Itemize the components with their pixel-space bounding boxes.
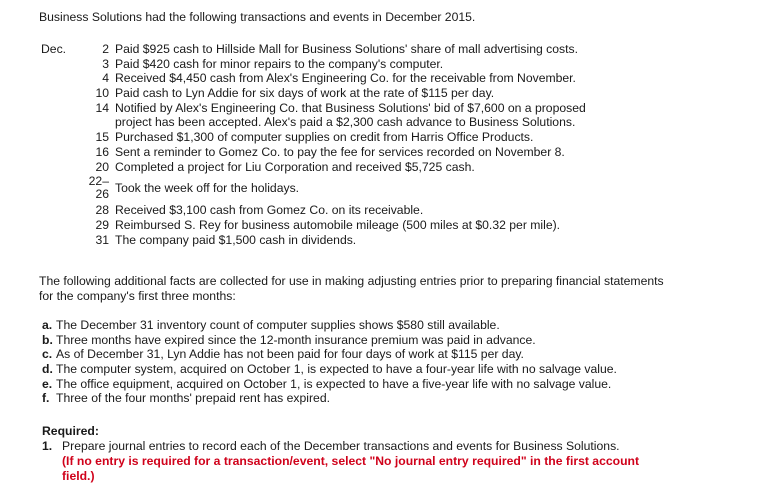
transaction-day: 29 (95, 217, 109, 232)
fact-item (42, 333, 742, 348)
transaction-day: 10 (95, 86, 109, 101)
transaction-day-end: 26 (95, 187, 109, 202)
required-section (42, 439, 742, 484)
transaction-text: Paid $925 cash to Hillside Mall for Business Solutions' share of mall advertising costs. (115, 42, 578, 56)
fact-item (42, 347, 742, 362)
transaction-row (87, 71, 687, 86)
fact-item (42, 391, 742, 406)
transaction-row (87, 145, 687, 160)
fact-key: e. (42, 376, 53, 391)
transaction-text: Notified by Alex's Engineering Co. that Business Solutions' bid of $7,600 on a proposed (115, 100, 586, 115)
transaction-row (87, 86, 687, 101)
transaction-row (87, 57, 687, 72)
transaction-row-range (87, 174, 687, 203)
transaction-list (87, 42, 687, 247)
required-heading: Required: (42, 424, 99, 438)
intro-text: Business Solutions had the following transactions and events in December 2015. (39, 10, 476, 24)
fact-text: The office equipment, acquired on October 1, is expected to have a five-year life with no salvage value. (56, 376, 612, 391)
transaction-text: Reimbursed S. Rey for business automobile mileage (500 miles at $0.32 per mile). (115, 217, 561, 232)
adjusting-facts-list (42, 318, 742, 406)
fact-item (42, 362, 742, 377)
transaction-day: 31 (95, 232, 109, 247)
transaction-day-start: 22– (88, 174, 109, 189)
transaction-text: Paid cash to Lyn Addie for six days of work at the rate of $115 per day. (115, 86, 495, 101)
transaction-text: Received $3,100 cash from Gomez Co. on its receivable. (115, 203, 424, 218)
transaction-day: 15 (95, 130, 109, 145)
transaction-row (87, 218, 687, 233)
transaction-day: 4 (102, 71, 109, 86)
transaction-row (87, 233, 687, 248)
fact-item (42, 377, 742, 392)
fact-key: b. (42, 332, 53, 347)
transaction-row (87, 160, 687, 175)
required-text: Prepare journal entries to record each of the December transactions and events for Business Solutions. (62, 439, 620, 453)
transaction-text: Sent a reminder to Gomez Co. to pay the fee for services recorded on November 8. (115, 144, 565, 159)
transaction-text: Paid $420 cash for minor repairs to the company's computer. (115, 56, 444, 71)
transaction-row (87, 101, 687, 116)
fact-key: f. (42, 391, 50, 406)
transaction-day: 3 (102, 56, 109, 71)
transaction-day (87, 115, 109, 130)
fact-text: Three months have expired since the 12-month insurance premium was paid in advance. (56, 332, 536, 347)
transaction-text: Completed a project for Liu Corporation and received $5,725 cash. (115, 159, 475, 174)
fact-text: The computer system, acquired on October 1, is expected to have a four-year life with no salvage value. (56, 362, 617, 377)
transaction-day: 2 (102, 42, 109, 56)
fact-item (42, 318, 742, 333)
required-note: (If no entry is required for a transaction/event, select "No journal entry required" in the first account field.) (62, 454, 640, 483)
fact-text: The December 31 inventory count of computer supplies shows $580 still available. (56, 318, 500, 332)
required-number: 1. (42, 439, 53, 453)
transaction-day: 20 (95, 159, 109, 174)
transaction-text: Purchased $1,300 of computer supplies on credit from Harris Office Products. (115, 130, 534, 145)
facts-intro-text: The following additional facts are collected for use in making adjusting entries prior to preparing financial statements for the company's first three months: (39, 274, 664, 303)
transaction-row (87, 130, 687, 145)
transaction-row (87, 203, 687, 218)
transaction-text: Received $4,450 cash from Alex's Engineering Co. for the receivable from November. (115, 71, 576, 86)
fact-key: a. (42, 318, 53, 332)
fact-text: Three of the four months' prepaid rent has expired. (56, 391, 330, 406)
transaction-row (87, 42, 687, 57)
transaction-text: project has been accepted. Alex's paid a $2,300 cash advance to Business Solutions. (115, 115, 576, 130)
required-item (42, 439, 742, 454)
transaction-day: 14 (95, 100, 109, 115)
transaction-text: Took the week off for the holidays. (115, 181, 300, 196)
month-label: Dec. (41, 42, 67, 56)
transaction-row-continued (87, 115, 687, 130)
fact-key: c. (42, 347, 53, 362)
fact-text: As of December 31, Lyn Addie has not been paid for four days of work at $115 per day. (56, 347, 524, 362)
transaction-day: 16 (95, 144, 109, 159)
transaction-day-range (87, 174, 109, 203)
transaction-text: The company paid $1,500 cash in dividends. (115, 232, 357, 247)
fact-key: d. (42, 362, 53, 377)
transaction-day: 28 (95, 203, 109, 218)
